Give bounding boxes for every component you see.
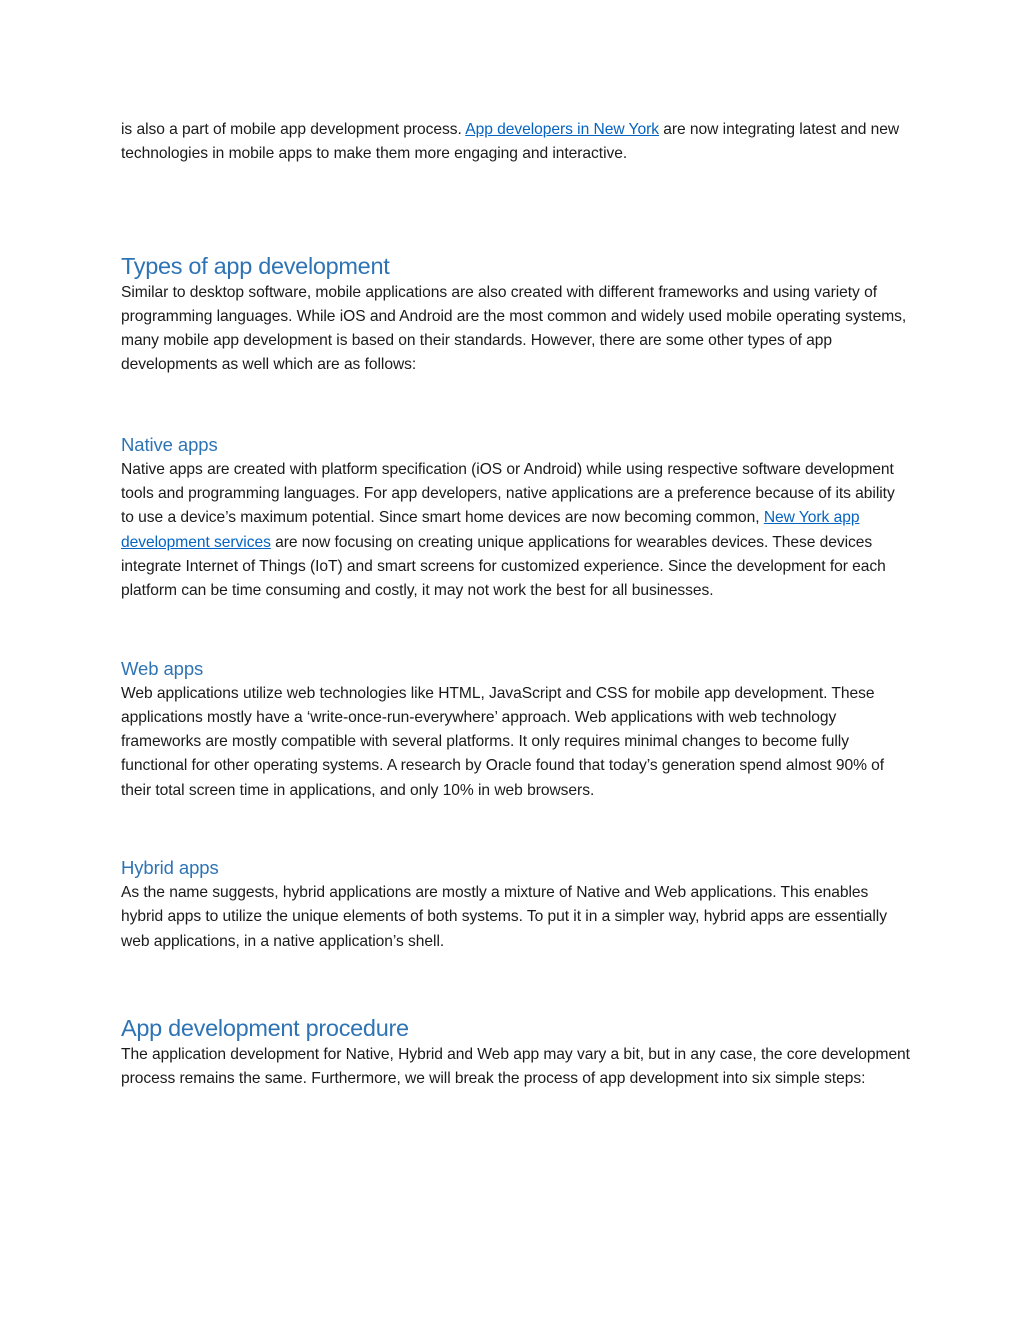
intro-text-before: is also a part of mobile app development process. xyxy=(121,121,466,138)
procedure-paragraph: The application development for Native, Hybrid and Web app may vary a bit, but in any case, the core development process remains the same. Furthermore, we will break the process of app development into six simple steps: xyxy=(121,1045,910,1088)
native-text-after: are now focusing on creating unique applications for wearables devices. These devices integrate Internet of Things (IoT) and smart screens for customized experience. Since the development for each platform can be time consuming and costly, it may not work the best for all businesses. xyxy=(121,533,886,600)
web-apps-paragraph: Web applications utilize web technologies like HTML, JavaScript and CSS for mobile app development. These applications mostly have a ‘write-once-run-everywhere’ approach. Web applications with web technology frameworks are mostly compatible with several platforms. It only requires minimal changes to become fully functional for other operating systems. A research by Oracle found that today’s generation spend almost 90% of their total screen time in applications, and only 10% in web browsers. xyxy=(121,684,885,799)
native-apps-heading: Native apps xyxy=(121,433,218,455)
app-developers-link[interactable]: App developers in New York xyxy=(465,121,659,138)
app-development-services-link[interactable]: New York app development services xyxy=(121,509,860,551)
types-heading: Types of app development xyxy=(121,252,390,279)
native-text-before: Native apps are created with platform specification (iOS or Android) while using respective software development tools and programming languages. For app developers, native applications are a preference because of its ability to use a device’s maximum potential. Since smart home devices are now becoming common, xyxy=(121,460,895,527)
web-apps-heading: Web apps xyxy=(121,657,204,679)
native-apps-paragraph xyxy=(121,458,911,604)
types-paragraph: Similar to desktop software, mobile applications are also created with different frameworks and using variety of programming languages. While iOS and Android are the most common and widely used mobile operating systems, many mobile app development is based on their standards. However, there are some other types of app developments as well which are as follows: xyxy=(121,283,907,374)
procedure-heading: App development procedure xyxy=(121,1014,409,1041)
hybrid-apps-paragraph: As the name suggests, hybrid applications are mostly a mixture of Native and Web applications. This enables hybrid apps to utilize the unique elements of both systems. To put it in a simpler way, hybrid apps are essentially web applications, in a native application’s shell. xyxy=(121,884,887,950)
intro-text-after: are now integrating latest and new technologies in mobile apps to make them more engaging and interactive. xyxy=(121,121,900,163)
document-page xyxy=(121,118,911,1092)
intro-paragraph xyxy=(121,118,911,167)
hybrid-apps-heading: Hybrid apps xyxy=(121,857,219,879)
